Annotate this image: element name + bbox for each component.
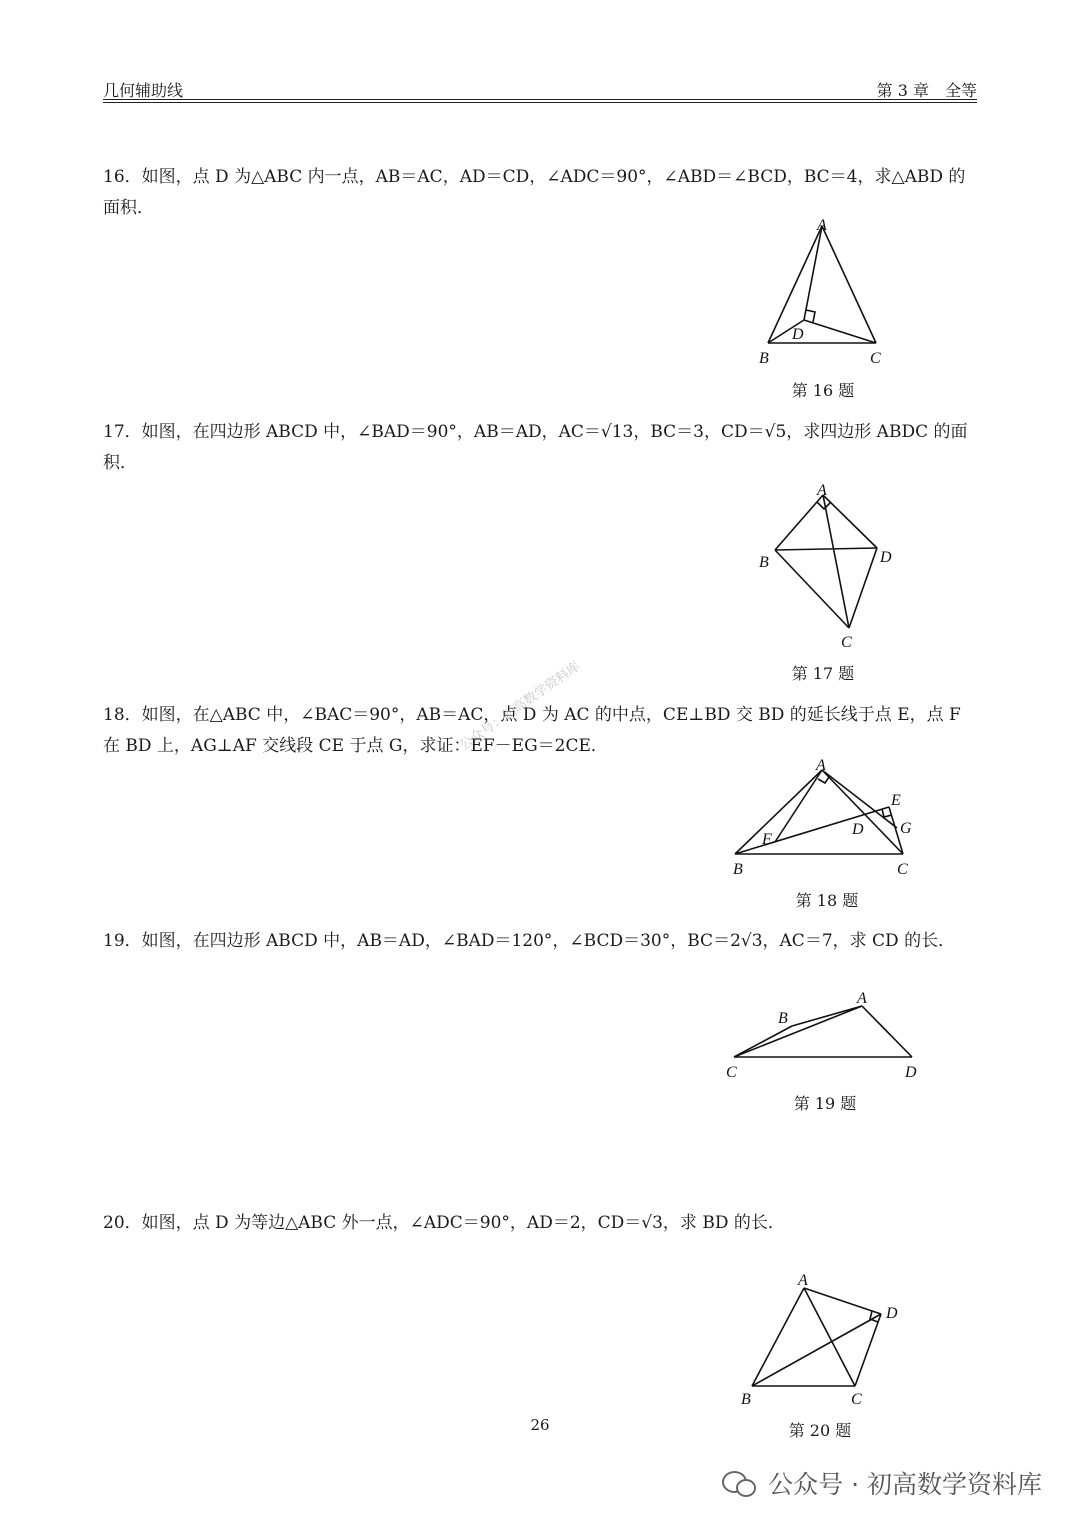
segment-bd — [775, 548, 877, 550]
figure-17-caption: 第 17 题 — [791, 664, 855, 683]
segment-cb — [734, 1026, 792, 1057]
label-c: C — [726, 1064, 737, 1081]
label-c: C — [841, 634, 852, 651]
label-b: B — [733, 861, 743, 878]
figure-16 — [750, 212, 900, 376]
footer-brand-text: 公众号 · 初高数学资料库 — [768, 1470, 1042, 1499]
label-f: F — [762, 831, 772, 848]
page-number: 26 — [530, 1416, 550, 1434]
figure-20-caption: 第 20 题 — [788, 1421, 852, 1440]
problem-16-text: 16．如图，点 D 为△ABC 内一点，AB＝AC，AD＝CD，∠ADC＝90°，∠ABD＝∠BCD，BC＝4，求△ABD 的面积． — [103, 167, 966, 218]
label-d: D — [852, 821, 864, 838]
label-g: G — [900, 820, 912, 837]
label-b: B — [778, 1010, 788, 1027]
label-d: D — [880, 549, 892, 566]
right-angle-mark — [806, 310, 815, 322]
segment-ba — [792, 1006, 862, 1026]
segment-cd — [804, 320, 876, 343]
segment-ag — [822, 770, 897, 828]
label-c: C — [870, 350, 881, 367]
header-rule — [103, 99, 977, 100]
label-d: D — [905, 1064, 917, 1081]
label-e: E — [891, 792, 901, 809]
problem-20-text: 20．如图，点 D 为等边△ABC 外一点，∠ADC＝90°，AD＝2，CD＝√3，求 BD 的长． — [103, 1213, 785, 1233]
label-a: A — [816, 757, 826, 774]
segment-af — [775, 770, 822, 842]
label-c: C — [851, 1391, 862, 1408]
header-left: 几何辅助线 — [103, 81, 184, 100]
watermark: 公众号：初高数学资料库 — [457, 659, 584, 754]
right-angle-mark-a — [818, 777, 829, 783]
problem-19-text: 19．如图，在四边形 ABCD 中，AB＝AD，∠BAD＝120°，∠BCD＝30°，BC＝2√3，AC＝7，求 CD 的长． — [103, 931, 956, 951]
segment-ad — [862, 1006, 912, 1057]
segment-dc — [855, 1314, 881, 1386]
header-right: 第 3 章 全等 — [876, 81, 977, 100]
figure-19-caption: 第 19 题 — [793, 1094, 857, 1113]
segment-ac — [822, 226, 876, 343]
label-d: D — [886, 1305, 898, 1322]
wechat-icon — [722, 1469, 756, 1497]
figure-18-caption: 第 18 题 — [795, 891, 859, 910]
figure-20 — [735, 1268, 915, 1412]
figure-16-caption: 第 16 题 — [791, 381, 855, 400]
label-b: B — [741, 1391, 751, 1408]
label-a: A — [798, 1272, 808, 1289]
problem-18-text: 18．如图，在△ABC 中，∠BAC＝90°，AB＝AC，点 D 为 AC 的中点，CE⊥BD 交 BD 的延长线于点 E，点 F 在 BD 上，AG⊥AF 交线段 CE 于点 G，求证：EF－EG＝2CE． — [103, 705, 961, 756]
header-rule-thin — [103, 102, 977, 103]
label-b: B — [759, 554, 769, 571]
figure-19 — [722, 986, 932, 1090]
figure-18 — [727, 752, 927, 886]
segment-ca — [734, 1006, 862, 1057]
label-b: B — [759, 350, 769, 367]
label-d: D — [792, 326, 804, 343]
segment-dc — [849, 548, 877, 628]
footer-brand — [722, 1465, 1042, 1501]
label-c: C — [897, 861, 908, 878]
segment-bc — [775, 550, 849, 628]
problem-17-text: 17．如图，在四边形 ABCD 中，∠BAD＝90°，AB＝AD，AC＝√13，BC＝3，CD＝√5，求四边形 ABDC 的面积． — [103, 422, 968, 473]
label-a: A — [857, 990, 867, 1007]
figure-17 — [755, 478, 905, 652]
segment-be — [735, 807, 889, 854]
segment-ad — [804, 226, 822, 320]
label-a: A — [817, 482, 827, 499]
segment-ac — [823, 495, 849, 628]
segment-ab — [775, 495, 823, 550]
label-a: A — [817, 217, 827, 234]
